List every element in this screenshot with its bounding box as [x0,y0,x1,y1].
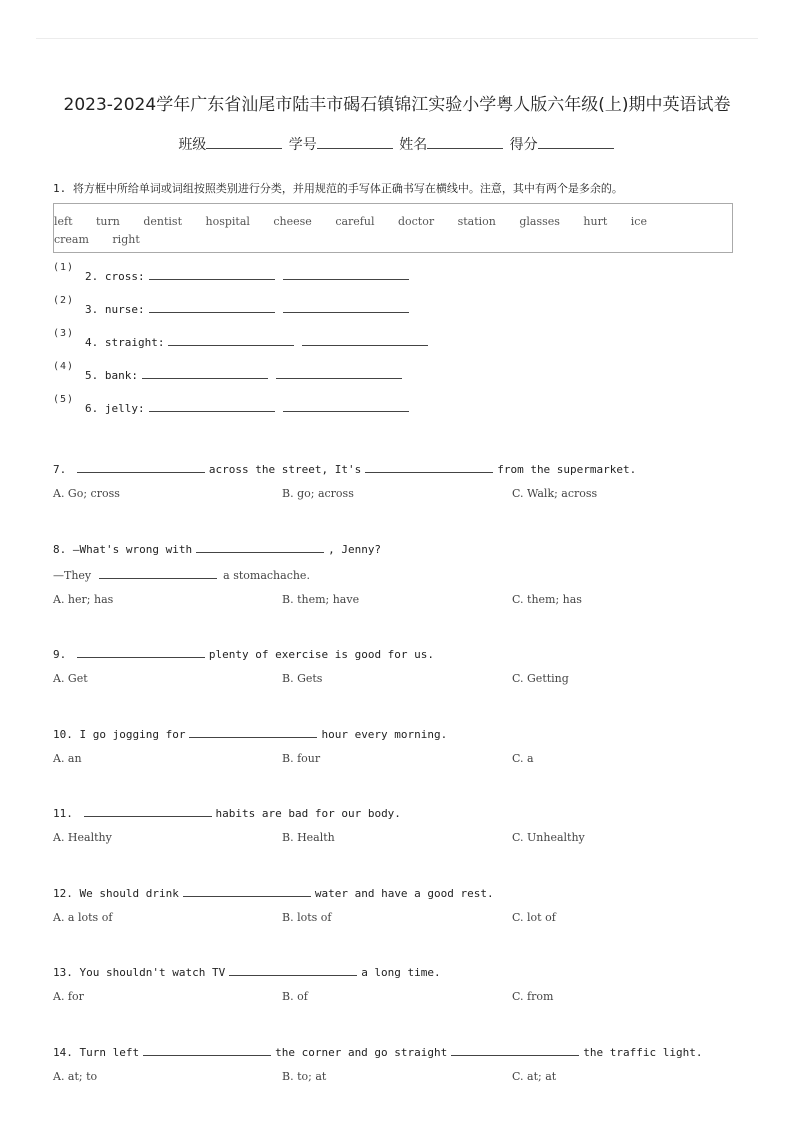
score-label: 得分 [509,137,538,153]
question-text: 8. —What's wrong with [53,543,193,556]
sub-item-number: (5) [53,394,75,405]
class-field[interactable] [206,134,282,149]
option-b[interactable]: B. go; across [282,487,354,500]
sub-item-number: (3) [53,328,75,339]
header-rule [36,38,758,39]
sub-item-number: (1) [53,262,75,273]
question-text: , Jenny? [328,543,382,556]
sub-item-label: 4. straight: [85,336,165,349]
answer-blank[interactable] [365,461,493,473]
option-a[interactable]: A. her; has [53,593,114,606]
option-a[interactable]: A. Get [53,672,88,685]
question-number: 9. [53,648,67,661]
question-7-stem [53,461,636,476]
option-b[interactable]: B. of [282,990,308,1003]
answer-blank[interactable] [149,301,275,313]
question-text: the corner and go straight [275,1046,448,1059]
question-12-stem [53,885,494,900]
word-bank-box [53,203,733,253]
question-11-stem [53,805,401,820]
question-text: from the supermarket. [497,463,637,476]
question-text: hour every morning. [321,728,448,741]
name-label: 姓名 [399,137,428,153]
question-text: the traffic light. [583,1046,703,1059]
student-info-line [0,134,794,154]
question-text: water and have a good rest. [314,887,494,900]
sub-item-label: 3. nurse: [85,303,145,316]
option-b[interactable]: B. Health [282,831,335,844]
question-number: 11. [53,807,73,820]
question-text: across the street, It's [208,463,362,476]
answer-blank[interactable] [276,367,402,379]
option-c[interactable]: C. Walk; across [512,487,598,500]
page-title: 2023-2024学年广东省汕尾市陆丰市碣石镇锦江实验小学粤人版六年级(上)期中英语试卷 [63,95,731,115]
answer-blank[interactable] [149,400,275,412]
option-c[interactable]: C. lot of [512,911,556,924]
question-text: a long time. [361,966,441,979]
option-b[interactable]: B. Gets [282,672,323,685]
answer-blank[interactable] [142,367,268,379]
question-text: 14. Turn left [53,1046,140,1059]
question-text: 10. I go jogging for [53,728,186,741]
answer-blank[interactable] [183,885,311,897]
option-c[interactable]: C. at; at [512,1070,557,1083]
question-9-stem [53,646,434,661]
answer-blank[interactable] [77,646,205,658]
reply-text: —They [53,569,92,582]
option-a[interactable]: A. Go; cross [53,487,120,500]
answer-blank[interactable] [283,268,409,280]
answer-blank[interactable] [283,400,409,412]
question-text: habits are bad for our body. [215,807,401,820]
option-a[interactable]: A. a lots of [53,911,113,924]
class-label: 班级 [178,137,207,153]
question-14-stem [53,1044,703,1059]
answer-blank[interactable] [283,301,409,313]
option-a[interactable]: A. for [53,990,84,1003]
option-c[interactable]: C. a [512,752,534,765]
question-number: 7. [53,463,67,476]
option-a[interactable]: A. an [53,752,82,765]
option-c[interactable]: C. from [512,990,554,1003]
question-8-stem [53,541,381,556]
question-10-stem [53,726,447,741]
answer-blank[interactable] [189,726,317,738]
option-b[interactable]: B. them; have [282,593,360,606]
question-text: 13. You shouldn't watch TV [53,966,226,979]
answer-blank[interactable] [149,268,275,280]
answer-blank[interactable] [99,567,217,579]
answer-blank[interactable] [302,334,428,346]
word-bank-text: left turn dentist hospital cheese careful doctor station glasses hurt ice cream right [54,215,647,246]
sub-item-label: 6. jelly: [85,402,145,415]
option-b[interactable]: B. to; at [282,1070,327,1083]
question-1-prompt: 1. 将方框中所给单词或词组按照类别进行分类，并用规范的手写体正确书写在横线中。注意，其中有两个是多余的。 [53,182,623,195]
answer-blank[interactable] [451,1044,579,1056]
answer-blank[interactable] [196,541,324,553]
question-text: 12. We should drink [53,887,179,900]
sub-item-label: 2. cross: [85,270,145,283]
student-number-field[interactable] [317,134,393,149]
option-a[interactable]: A. at; to [53,1070,98,1083]
option-b[interactable]: B. lots of [282,911,332,924]
student-number-label: 学号 [288,137,317,153]
answer-blank[interactable] [84,805,212,817]
option-c[interactable]: C. them; has [512,593,582,606]
sub-item-number: (4) [53,361,75,372]
question-8-reply [53,567,310,582]
answer-blank[interactable] [229,964,357,976]
sub-item-number: (2) [53,295,75,306]
sub-item-label: 5. bank: [85,369,138,382]
answer-blank[interactable] [143,1044,271,1056]
option-a[interactable]: A. Healthy [53,831,112,844]
reply-text: a stomachache. [223,569,310,582]
score-field[interactable] [538,134,614,149]
question-13-stem [53,964,441,979]
question-text: plenty of exercise is good for us. [208,648,435,661]
answer-blank[interactable] [168,334,294,346]
answer-blank[interactable] [77,461,205,473]
option-c[interactable]: C. Getting [512,672,569,685]
option-c[interactable]: C. Unhealthy [512,831,585,844]
option-b[interactable]: B. four [282,752,321,765]
name-field[interactable] [427,134,503,149]
